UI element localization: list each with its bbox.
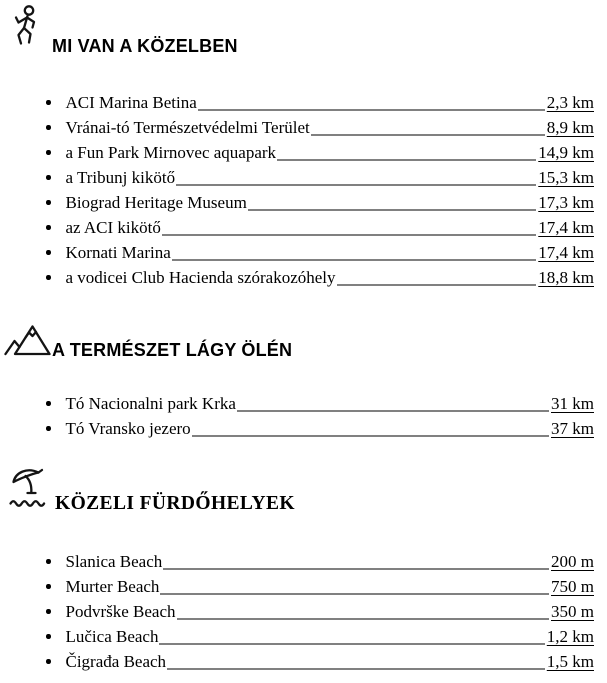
nature-list	[0, 391, 607, 441]
distance-value: 31 km	[551, 394, 594, 413]
place-name: az ACI kikötő	[65, 218, 161, 237]
leader-line	[162, 235, 536, 236]
leader-line	[198, 110, 545, 111]
list-item	[0, 416, 607, 441]
document-page	[0, 4, 607, 683]
section-title: A TERMÉSZET LÁGY ÖLÉN	[52, 340, 293, 360]
leader-line	[311, 135, 545, 136]
bullet-icon	[46, 200, 51, 205]
list-item	[0, 115, 607, 140]
distance-value: 14,9 km	[538, 143, 594, 162]
bullet-icon	[46, 401, 51, 406]
bullet-icon	[46, 584, 51, 589]
bullet-icon	[46, 426, 51, 431]
bullet-icon	[46, 100, 51, 105]
leader-line	[159, 644, 544, 645]
list-item	[0, 215, 607, 240]
bullet-icon	[46, 634, 51, 639]
leader-line	[237, 411, 549, 412]
distance-value: 37 km	[551, 419, 594, 438]
list-item	[0, 391, 607, 416]
place-name: Biograd Heritage Museum	[65, 193, 247, 212]
section-header-nature	[0, 318, 607, 364]
distance-value: 350 m	[551, 602, 594, 621]
distance-value: 17,3 km	[538, 193, 594, 212]
distance-value: 1,5 km	[546, 652, 594, 671]
distance-value: 17,4 km	[538, 243, 594, 262]
leader-line	[167, 669, 545, 670]
list-item	[0, 265, 607, 290]
leader-line	[177, 619, 550, 620]
bullet-icon	[46, 275, 51, 280]
bullet-icon	[46, 659, 51, 664]
bullet-icon	[46, 150, 51, 155]
bullet-icon	[46, 225, 51, 230]
bullet-icon	[46, 175, 51, 180]
place-name: Slanica Beach	[65, 552, 163, 571]
beaches-list	[0, 549, 607, 674]
place-name: Murter Beach	[65, 577, 160, 596]
mountain-icon	[4, 320, 51, 363]
bullet-icon	[46, 125, 51, 130]
leader-line	[163, 569, 549, 570]
place-name: a Fun Park Mirnovec aquapark	[65, 143, 277, 162]
place-name: a vodicei Club Hacienda szórakozóhely	[65, 268, 336, 287]
distance-value: 200 m	[551, 552, 594, 571]
list-item	[0, 624, 607, 649]
list-item	[0, 649, 607, 674]
list-item	[0, 140, 607, 165]
place-name: Kornati Marina	[65, 243, 171, 262]
leader-line	[176, 185, 536, 186]
leader-line	[160, 594, 549, 595]
leader-line	[192, 436, 549, 437]
list-item	[0, 190, 607, 215]
list-item	[0, 90, 607, 115]
list-item	[0, 599, 607, 624]
place-name: Vránai-tó Természetvédelmi Terület	[65, 118, 310, 137]
leader-line	[277, 160, 536, 161]
place-name: Tó Nacionalni park Krka	[65, 394, 236, 413]
section-title: MI VAN A KÖZELBEN	[52, 36, 238, 56]
distance-value: 2,3 km	[546, 93, 594, 112]
place-name: Čigrađa Beach	[65, 652, 167, 671]
bullet-icon	[46, 250, 51, 255]
place-name: Tó Vransko jezero	[65, 419, 191, 438]
place-name: ACI Marina Betina	[65, 93, 197, 112]
distance-value: 8,9 km	[546, 118, 594, 137]
section-title: KÖZELI FÜRDŐHELYEK	[55, 493, 295, 514]
section-header-nearby	[0, 4, 607, 60]
leader-line	[172, 260, 536, 261]
list-item	[0, 165, 607, 190]
place-name: Podvrške Beach	[65, 602, 176, 621]
distance-value: 750 m	[551, 577, 594, 596]
beach-umbrella-icon	[8, 465, 48, 516]
distance-value: 18,8 km	[538, 268, 594, 287]
distance-value: 15,3 km	[538, 168, 594, 187]
distance-value: 17,4 km	[538, 218, 594, 237]
distance-value: 1,2 km	[546, 627, 594, 646]
place-name: a Tribunj kikötő	[65, 168, 176, 187]
list-item	[0, 240, 607, 265]
place-name: Lučica Beach	[65, 627, 159, 646]
list-item	[0, 574, 607, 599]
walking-person-icon	[8, 4, 44, 51]
bullet-icon	[46, 559, 51, 564]
list-item	[0, 549, 607, 574]
leader-line	[337, 285, 537, 286]
section-header-beaches	[0, 465, 607, 519]
bullet-icon	[46, 609, 51, 614]
leader-line	[248, 210, 536, 211]
nearby-list	[0, 90, 607, 290]
